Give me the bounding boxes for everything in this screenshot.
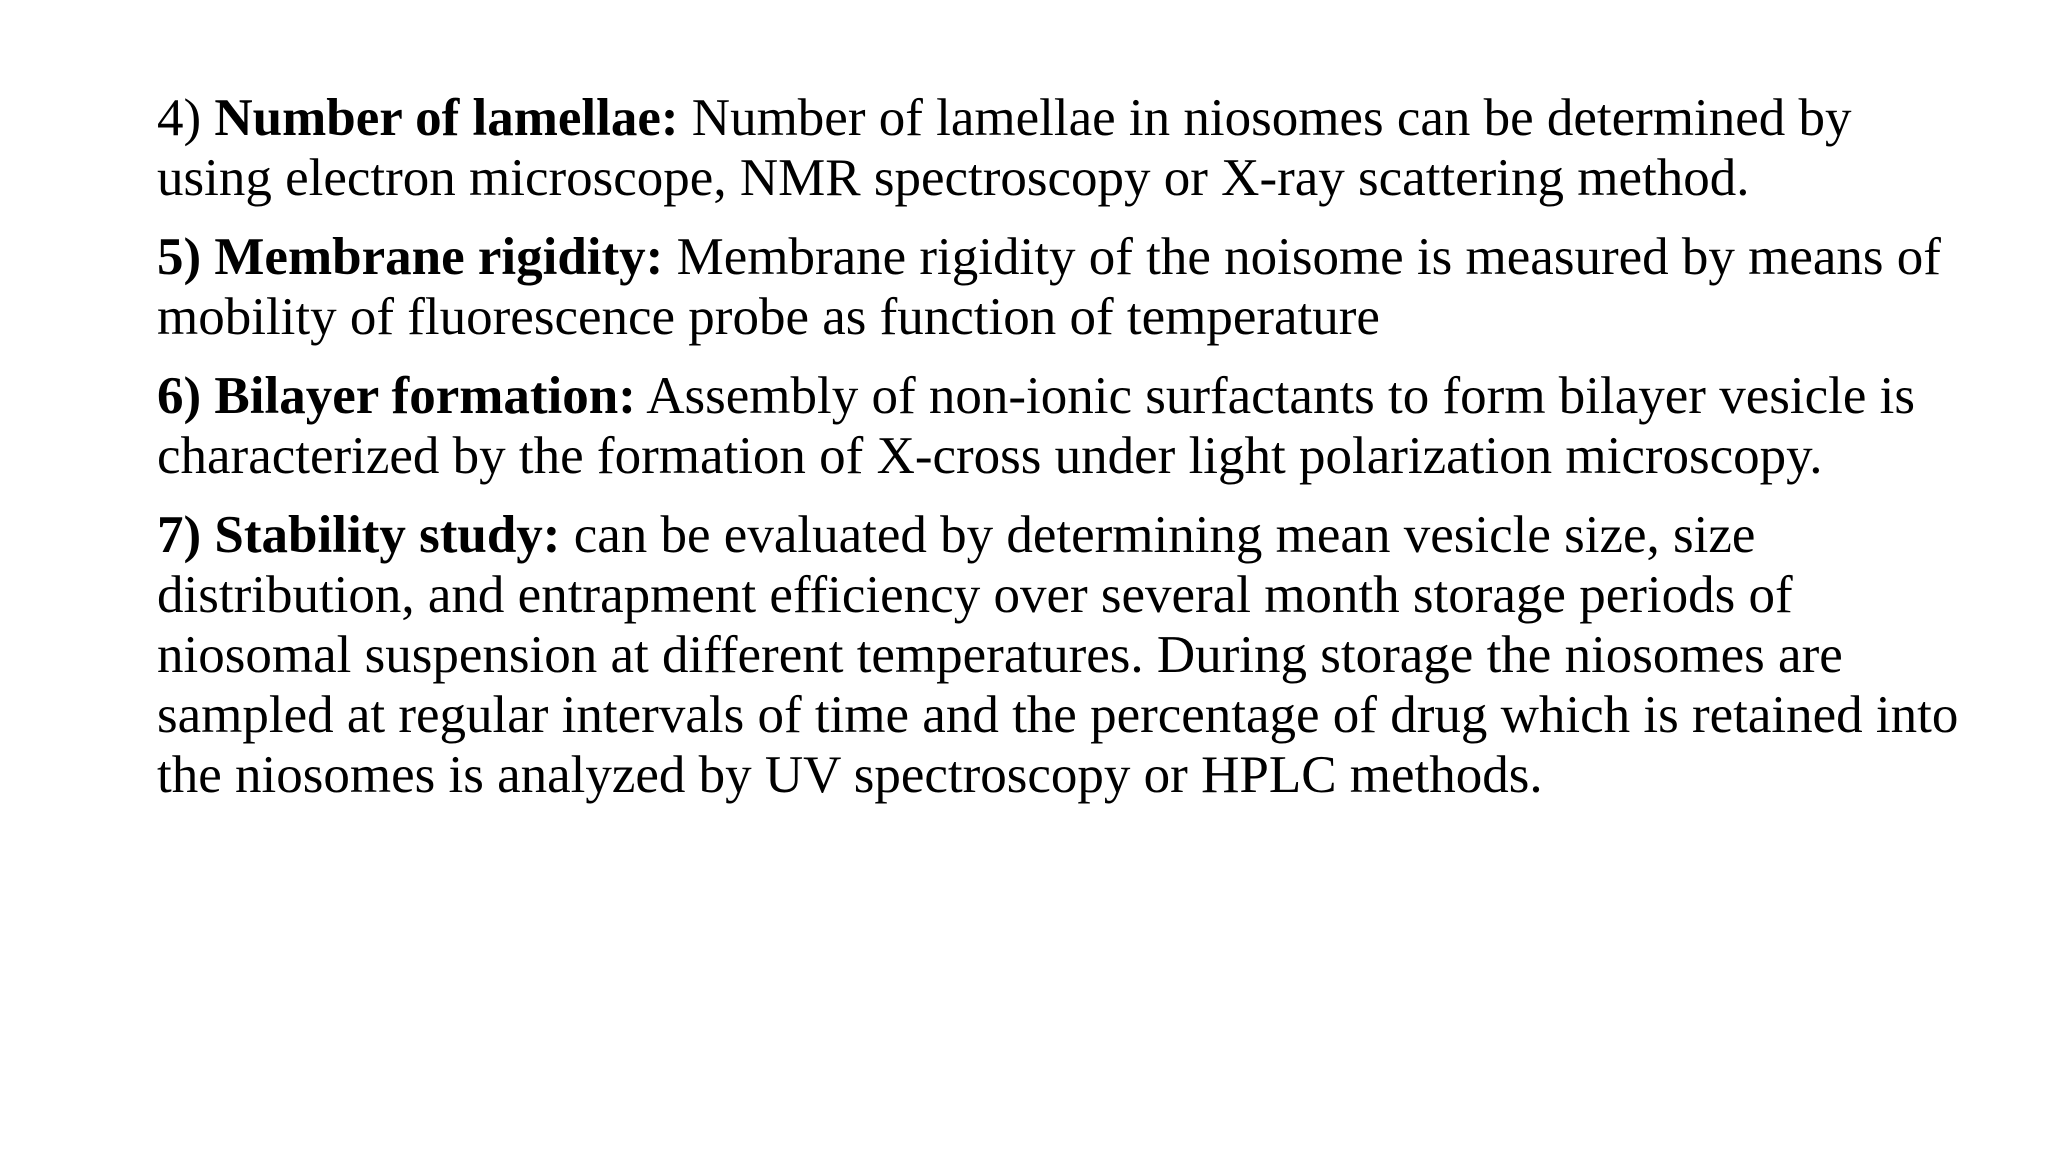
item-body: can be evaluated by determining mean vesicle size, size distribution, and entrapment efficiency over several month storage periods of niosomal suspension at different temperatures. During storage the niosomes are sampled at regular intervals of time and the percentage of drug which is retained into the niosomes is analyzed by UV spectroscopy or HPLC methods. <box>157 506 1959 804</box>
list-item-stability-study <box>157 505 1977 805</box>
list-item-number-of-lamellae <box>157 88 1977 208</box>
item-body: Number of lamellae in niosomes can be determined by using electron microscope, NMR spectroscopy or X-ray scattering method. <box>157 89 1852 207</box>
item-body: Membrane rigidity of the noisome is measured by means of mobility of fluorescence probe as function of temperature <box>157 228 1941 346</box>
item-number: 4) <box>157 89 202 147</box>
item-heading: Stability study: <box>214 506 561 564</box>
item-heading: Bilayer formation: <box>214 367 636 425</box>
item-number: 5) <box>157 228 202 286</box>
slide-content <box>157 88 1977 824</box>
list-item-membrane-rigidity <box>157 227 1977 347</box>
item-heading: Membrane rigidity: <box>214 228 664 286</box>
item-body: Assembly of non-ionic surfactants to form bilayer vesicle is characterized by the formation of X-cross under light polarization microscopy. <box>157 367 1915 485</box>
item-number: 6) <box>157 367 202 425</box>
list-item-bilayer-formation <box>157 366 1977 486</box>
item-number: 7) <box>157 506 202 564</box>
item-heading: Number of lamellae: <box>214 89 679 147</box>
